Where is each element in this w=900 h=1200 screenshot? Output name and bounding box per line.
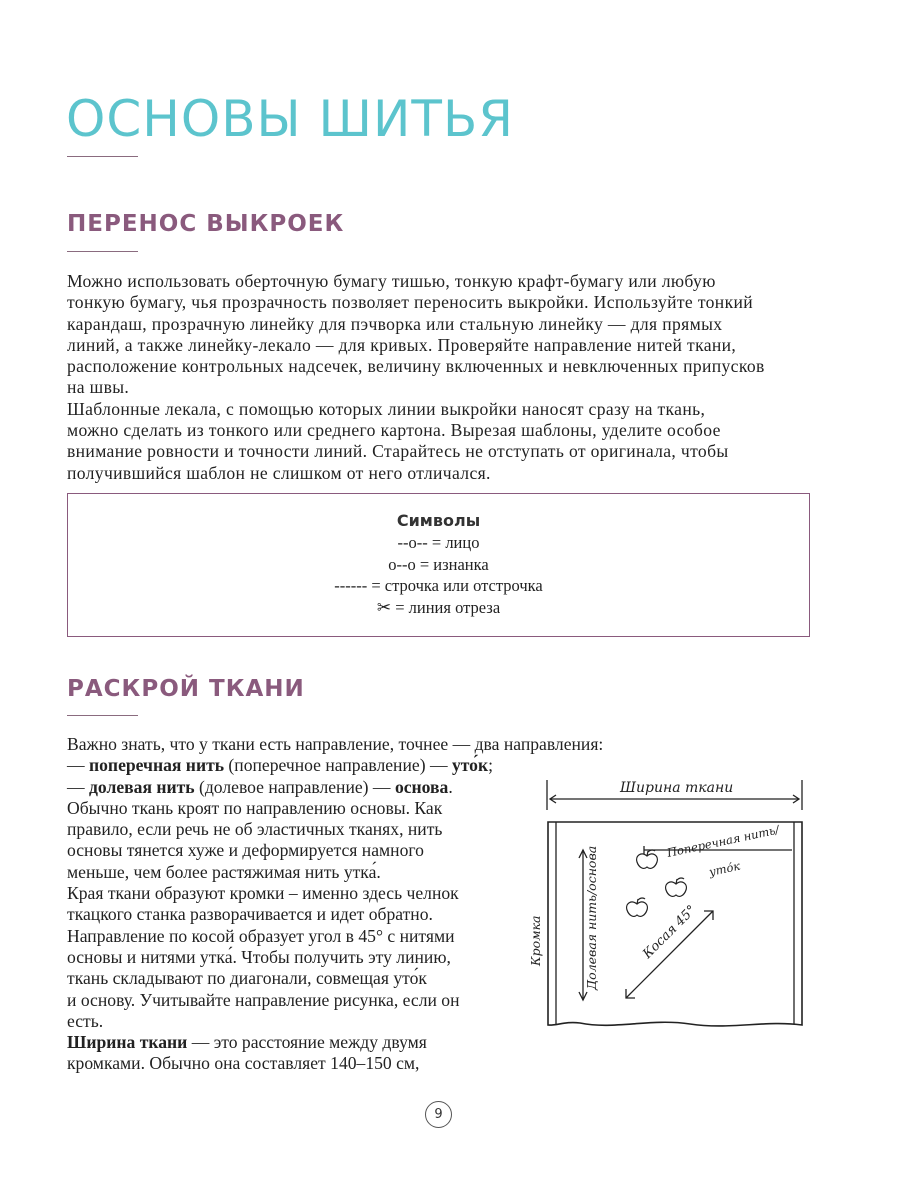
symbol-meaning: = изнанка bbox=[419, 554, 489, 574]
term-warp-name: основа bbox=[394, 776, 449, 797]
weft-label: Поперечная нить/ bbox=[665, 822, 781, 860]
symbol-meaning: = лицо bbox=[431, 533, 480, 552]
text-line: Важно знать, что у ткани есть направление, точнее — два направления: bbox=[67, 734, 604, 754]
text-line: тонкую бумагу, чья прозрачность позволяет переносить выкройки. Используйте тонкий bbox=[67, 292, 753, 313]
text-line: правило, если речь не об эластичных тканях, нить bbox=[67, 819, 443, 840]
text-line: карандаш, прозрачную линейку для пэчворка или стальную линейку — для прямых bbox=[67, 313, 723, 334]
text-line: линий, а также линейку-лекало — для кривых. Проверяйте направление нитей ткани, bbox=[67, 334, 737, 355]
section-heading-pattern-transfer: ПЕРЕНОС ВЫКРОЕК bbox=[67, 211, 345, 237]
text-line: меньше, чем более растяжимая нить утка́. bbox=[67, 861, 381, 882]
text-line: кромками. Обычно она составляет 140–150 см, bbox=[67, 1053, 420, 1074]
text-line: основы тянется хуже и деформируется намного bbox=[67, 840, 424, 861]
apple-icon bbox=[627, 898, 648, 916]
section-underline bbox=[67, 251, 138, 252]
text-line: ткань складывают по диагонали, совмещая уто́к bbox=[67, 968, 427, 989]
page-number: 9 bbox=[425, 1101, 452, 1128]
term-weft-name: уто́к bbox=[451, 755, 489, 776]
pattern-transfer-text bbox=[67, 271, 807, 484]
warp-label: Долевая нить/основа bbox=[584, 845, 599, 990]
bias-label: Косая 45° bbox=[640, 902, 700, 962]
text-line: Можно использовать оберточную бумагу тишью, тонкую крафт-бумагу или любую bbox=[67, 271, 716, 291]
term-warp: долевая нить bbox=[89, 776, 195, 797]
symbol-glyph: --o-- bbox=[397, 533, 428, 552]
symbol-glyph: ------ bbox=[334, 576, 368, 595]
text-line: можно сделать из тонкого или среднего картона. Вырезая шаблоны, уделите особое bbox=[67, 420, 721, 441]
text-line: Шаблонные лекала, с помощью которых линии выкройки наносят сразу на ткань, bbox=[67, 398, 706, 419]
symbols-title: Символы bbox=[396, 511, 481, 530]
symbols-box bbox=[67, 493, 810, 637]
term-fabric-width: Ширина ткани bbox=[67, 1032, 188, 1053]
symbol-glyph: o--o bbox=[388, 554, 416, 574]
symbol-row-cut bbox=[68, 597, 809, 620]
symbol-meaning: = линия отреза bbox=[395, 597, 501, 617]
symbol-meaning: = строчка или отстрочка bbox=[371, 576, 543, 595]
scissors-icon: ✂ bbox=[376, 597, 392, 618]
weft-name-label: уто́к bbox=[707, 858, 742, 879]
text-line: получившийся шаблон не слишком от него отличался. bbox=[67, 462, 491, 483]
fabric-grain-diagram bbox=[520, 772, 820, 1042]
text-line: Обычно ткань кроят по направлению основы. Как bbox=[67, 797, 443, 818]
title-underline bbox=[67, 156, 138, 157]
term-weft: поперечная нить bbox=[89, 755, 225, 776]
symbol-row-reverse bbox=[68, 554, 809, 576]
apple-icon bbox=[637, 850, 658, 868]
symbol-row-stitch bbox=[68, 575, 809, 597]
apple-icon bbox=[666, 878, 687, 896]
text-line: внимание ровности и точности линий. Старайтесь не отступать от оригинала, чтобы bbox=[67, 441, 729, 462]
text-line: расположение контрольных надсечек, величину включенных и невключенных припусков bbox=[67, 356, 765, 377]
section-underline bbox=[67, 715, 138, 716]
warp-definition: — долевая нить (долевое направление) — основа. bbox=[67, 776, 453, 797]
text-line: на швы. bbox=[67, 377, 130, 398]
text-line: Края ткани образуют кромки – именно здесь челнок bbox=[67, 883, 459, 904]
symbol-row-face bbox=[68, 532, 809, 554]
page-title: ОСНОВЫ ШИТЬЯ bbox=[66, 90, 514, 148]
fabric-width-definition: Ширина ткани — это расстояние между двумя bbox=[67, 1032, 427, 1053]
selvage-label: Кромка bbox=[528, 915, 543, 966]
section-heading-fabric-cutting: РАСКРОЙ ТКАНИ bbox=[67, 676, 305, 702]
text-line: Направление по косой образует угол в 45° с нитями bbox=[67, 925, 455, 946]
text-line: есть. bbox=[67, 1010, 104, 1031]
text-line: и основу. Учитывайте направление рисунка, если он bbox=[67, 989, 460, 1010]
text-line: основы и нитями утка́. Чтобы получить эту линию, bbox=[67, 946, 451, 967]
weft-definition: — поперечная нить (поперечное направление) — уто́к; bbox=[67, 755, 493, 776]
fabric-width-label: Ширина ткани bbox=[620, 780, 734, 796]
text-line: ткацкого станка разворачивается и идет обратно. bbox=[67, 904, 433, 925]
